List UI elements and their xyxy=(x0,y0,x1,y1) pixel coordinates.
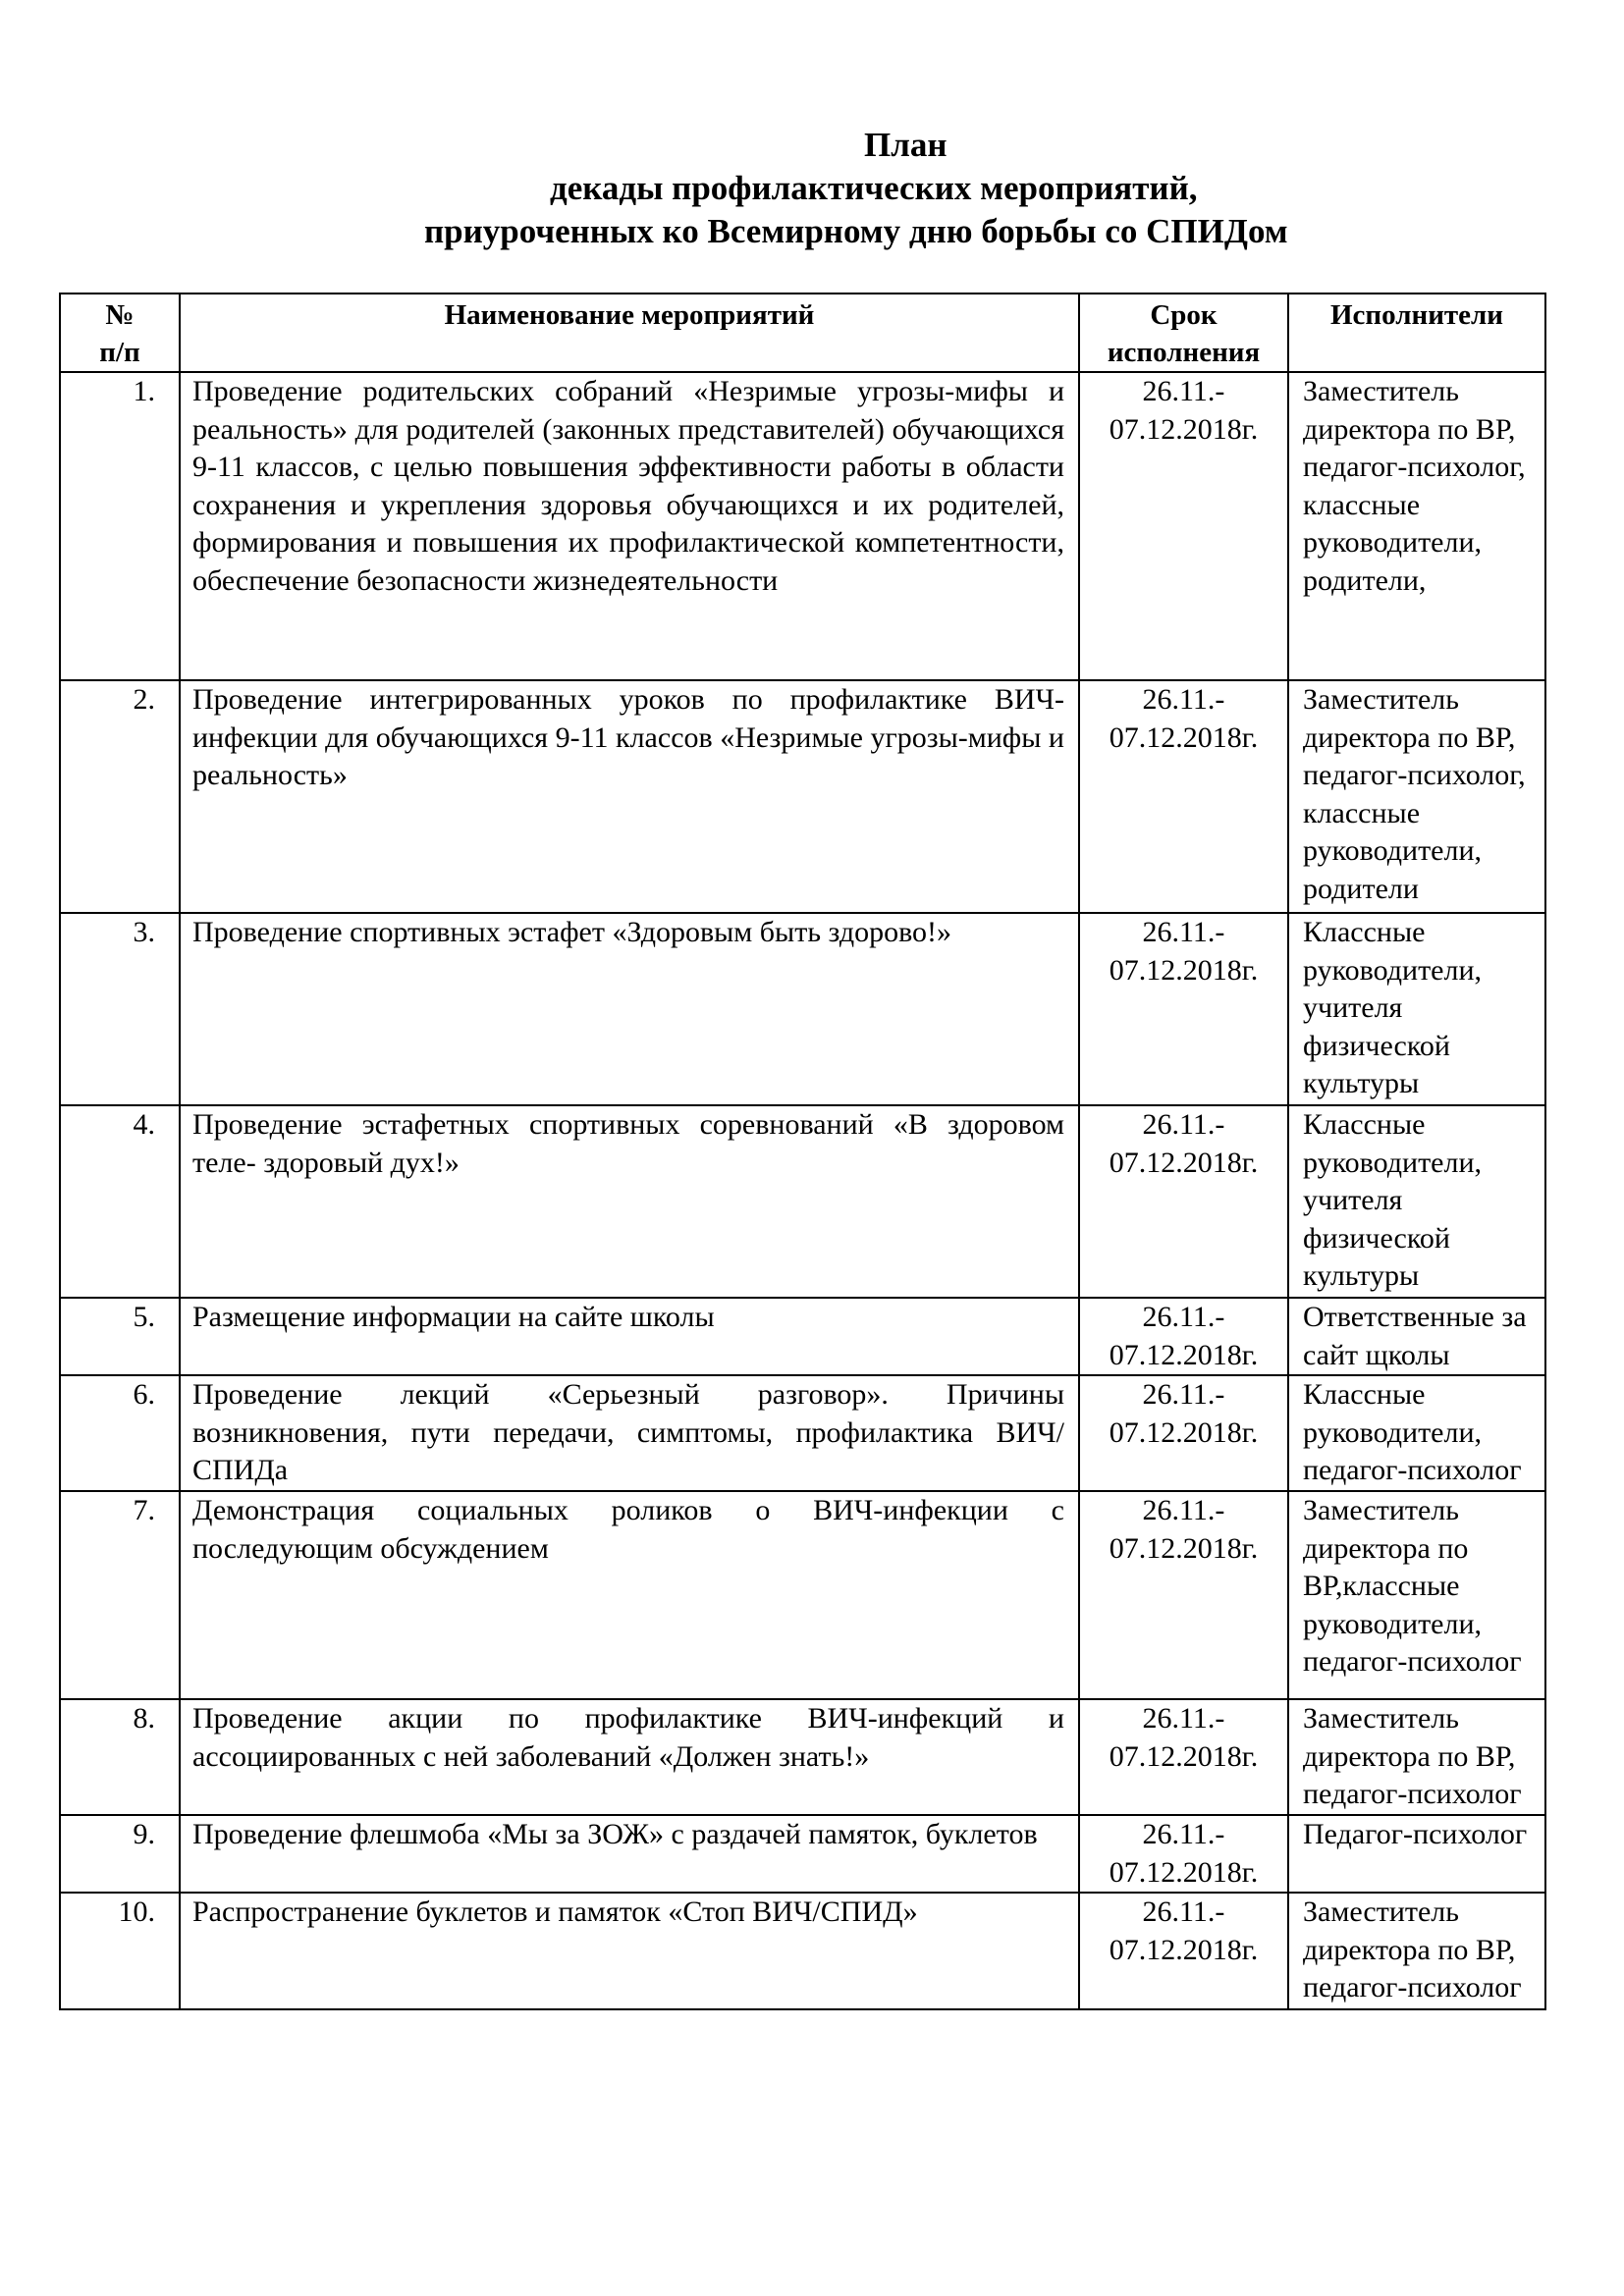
table-row xyxy=(60,372,1545,680)
event-name: Проведение интегрированных уроков по профилактике ВИЧ-инфекции для обучающихся 9-11 классов «Незримые угрозы-мифы и реальность» xyxy=(180,680,1079,913)
table-row xyxy=(60,1105,1545,1298)
event-deadline xyxy=(1079,1815,1288,1893)
table-row xyxy=(60,1815,1545,1893)
title-line-2: декады профилактических мероприятий, xyxy=(550,169,1198,207)
date-to: 07.12.2018г. xyxy=(1109,953,1259,987)
date-from: 26.11.- xyxy=(1142,1108,1225,1141)
title-line-3: приуроченных ко Всемирному дню борьбы со СПИДом xyxy=(424,212,1288,250)
events-table xyxy=(59,293,1546,2010)
date-to: 07.12.2018г. xyxy=(1109,1415,1259,1449)
event-executors: Классные руководители, педагог-психолог xyxy=(1288,1375,1545,1491)
event-executors: Заместитель директора по ВР, педагог-психолог, классные руководители, родители xyxy=(1288,680,1545,913)
date-from: 26.11.- xyxy=(1142,1494,1225,1526)
header-deadline: Срок исполнения xyxy=(1079,294,1288,372)
event-executors: Заместитель директора по ВР, педагог-психолог, классные руководители, родители, xyxy=(1288,372,1545,680)
table-row xyxy=(60,1699,1545,1815)
event-deadline xyxy=(1079,1893,1288,2009)
date-to: 07.12.2018г. xyxy=(1109,1146,1259,1179)
table-row xyxy=(60,1298,1545,1375)
event-deadline xyxy=(1079,1375,1288,1491)
date-to: 07.12.2018г. xyxy=(1109,1739,1259,1773)
date-from: 26.11.- xyxy=(1142,916,1225,948)
event-deadline xyxy=(1079,1298,1288,1375)
row-number: 5. xyxy=(60,1298,180,1375)
event-executors: Заместитель директора по ВР, педагог-психолог xyxy=(1288,1699,1545,1815)
date-from: 26.11.- xyxy=(1142,683,1225,716)
event-executors: Заместитель директора по ВР,классные руководители, педагог-психолог xyxy=(1288,1491,1545,1699)
event-executors: Ответственные за сайт щколы xyxy=(1288,1298,1545,1375)
event-deadline xyxy=(1079,1699,1288,1815)
table-row xyxy=(60,1375,1545,1491)
event-deadline xyxy=(1079,1491,1288,1699)
event-executors: Классные руководители, учителя физической культуры xyxy=(1288,913,1545,1105)
date-from: 26.11.- xyxy=(1142,1818,1225,1850)
row-number: 3. xyxy=(60,913,180,1105)
event-name: Распространение буклетов и памяток «Стоп ВИЧ/СПИД» xyxy=(180,1893,1079,2009)
row-number: 8. xyxy=(60,1699,180,1815)
event-name: Проведение лекций «Серьезный разговор». Причины возникновения, пути передачи, симптомы, профилактика ВИЧ/СПИДа xyxy=(180,1375,1079,1491)
event-name: Проведение эстафетных спортивных соревнований «В здоровом теле- здоровый дух!» xyxy=(180,1105,1079,1298)
event-name: Демонстрация социальных роликов о ВИЧ-инфекции с последующим обсуждением xyxy=(180,1491,1079,1699)
date-to: 07.12.2018г. xyxy=(1109,721,1259,754)
date-to: 07.12.2018г. xyxy=(1109,1531,1259,1565)
event-deadline xyxy=(1079,1105,1288,1298)
table-row xyxy=(60,1491,1545,1699)
event-name: Проведение флешмоба «Мы за ЗОЖ» с раздачей памяток, буклетов xyxy=(180,1815,1079,1893)
event-executors: Заместитель директора по ВР, педагог-психолог xyxy=(1288,1893,1545,2009)
table-row xyxy=(60,1893,1545,2009)
event-name: Проведение спортивных эстафет «Здоровым быть здорово!» xyxy=(180,913,1079,1105)
event-name: Проведение родительских собраний «Незримые угрозы-мифы и реальность» для родителей (законных представителей) обучающихся 9-11 классов, с целью повышения эффективности работы в области сохранения и укрепления здоровья обучающихся и их родителей, формирования и повышения их профилактической компетентности, обеспечение безопасности жизнедеятельности xyxy=(180,372,1079,680)
header-name: Наименование мероприятий xyxy=(180,294,1079,372)
row-number: 4. xyxy=(60,1105,180,1298)
table-row xyxy=(60,913,1545,1105)
date-to: 07.12.2018г. xyxy=(1109,1855,1259,1889)
event-deadline xyxy=(1079,913,1288,1105)
row-number: 6. xyxy=(60,1375,180,1491)
event-deadline xyxy=(1079,372,1288,680)
row-number: 9. xyxy=(60,1815,180,1893)
header-num: № п/п xyxy=(60,294,180,372)
title-line-1: План xyxy=(864,126,947,164)
table-row xyxy=(60,680,1545,913)
event-deadline xyxy=(1079,680,1288,913)
row-number: 10. xyxy=(60,1893,180,2009)
row-number: 7. xyxy=(60,1491,180,1699)
event-name: Размещение информации на сайте школы xyxy=(180,1298,1079,1375)
date-from: 26.11.- xyxy=(1142,375,1225,407)
event-executors: Классные руководители, учителя физической культуры xyxy=(1288,1105,1545,1298)
event-name: Проведение акции по профилактике ВИЧ-инфекций и ассоциированных с ней заболеваний «Должен знать!» xyxy=(180,1699,1079,1815)
header-executors: Исполнители xyxy=(1288,294,1545,372)
table-header-row xyxy=(60,294,1545,372)
row-number: 1. xyxy=(60,372,180,680)
date-to: 07.12.2018г. xyxy=(1109,412,1259,446)
date-from: 26.11.- xyxy=(1142,1378,1225,1411)
date-to: 07.12.2018г. xyxy=(1109,1933,1259,1966)
event-executors: Педагог-психолог xyxy=(1288,1815,1545,1893)
date-from: 26.11.- xyxy=(1142,1702,1225,1735)
date-from: 26.11.- xyxy=(1142,1301,1225,1333)
date-from: 26.11.- xyxy=(1142,1896,1225,1928)
row-number: 2. xyxy=(60,680,180,913)
date-to: 07.12.2018г. xyxy=(1109,1338,1259,1371)
